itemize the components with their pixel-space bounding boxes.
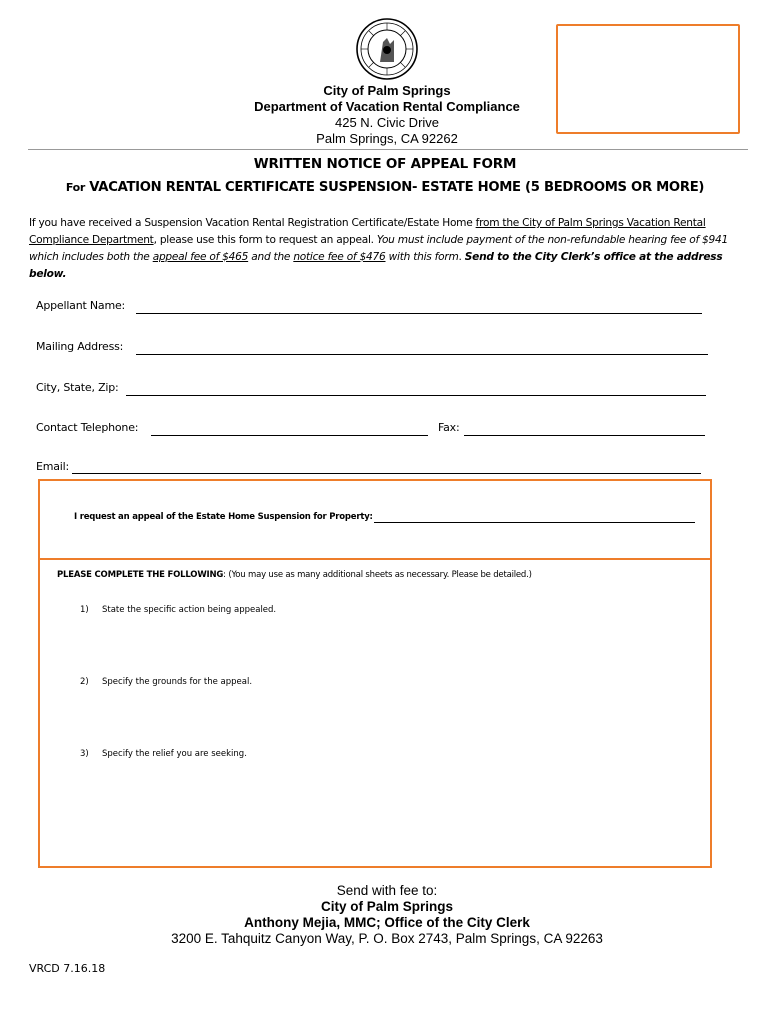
appellant-name-label: Appellant Name: bbox=[36, 299, 126, 312]
city-state-zip-label: City, State, Zip: bbox=[36, 381, 119, 394]
header-city-state-zip: Palm Springs, CA 92262 bbox=[316, 131, 458, 146]
appeal-box-divider bbox=[38, 558, 712, 560]
fax-label: Fax: bbox=[438, 421, 460, 434]
header-rule bbox=[28, 149, 748, 150]
mailing-address-label: Mailing Address: bbox=[36, 340, 124, 353]
email-field[interactable] bbox=[72, 473, 701, 474]
complete-note: : (You may use as many additional sheets as necessary. Please be detailed.) bbox=[223, 570, 532, 580]
form-subtitle bbox=[0, 180, 770, 195]
item-text: Specify the grounds for the appeal. bbox=[102, 677, 253, 687]
intro-dept-link: from the City of Palm Springs Vacation Rental Compliance Department bbox=[29, 217, 706, 246]
item-number: 1) bbox=[80, 605, 89, 615]
property-field[interactable] bbox=[374, 522, 695, 523]
footer-city: City of Palm Springs bbox=[320, 899, 454, 914]
intro-fee-text: with this form bbox=[385, 251, 459, 263]
city-seal-icon bbox=[356, 18, 418, 80]
item-number: 2) bbox=[80, 677, 89, 687]
form-code: VRCD 7.16.18 bbox=[29, 962, 106, 975]
appeal-item-2 bbox=[80, 677, 252, 687]
intro-text: . bbox=[458, 251, 465, 263]
complete-instructions bbox=[57, 570, 532, 580]
footer-street-address: 3200 E. Tahquitz Canyon Way, P. O. Box 2743, Palm Springs, CA 92263 bbox=[171, 931, 603, 946]
fax-field[interactable] bbox=[464, 435, 705, 436]
intro-paragraph bbox=[29, 215, 741, 283]
footer-clerk: Anthony Mejia, MMC; Office of the City Clerk bbox=[244, 915, 530, 930]
header-address bbox=[150, 83, 624, 147]
intro-appeal-fee: appeal fee of $465 bbox=[152, 251, 249, 263]
subtitle-for: For bbox=[65, 181, 85, 194]
city-state-zip-field[interactable] bbox=[126, 395, 706, 396]
complete-heading: PLEASE COMPLETE THE FOLLOWING bbox=[57, 570, 224, 580]
email-label: Email: bbox=[36, 460, 70, 473]
appeal-details-box bbox=[38, 479, 712, 868]
footer-address bbox=[150, 883, 624, 947]
intro-text: If you have received a Suspension Vacation Rental Registration Certificate/Estate Home bbox=[29, 217, 476, 229]
intro-text: , please use this form to request an appeal. bbox=[153, 234, 377, 246]
contact-telephone-field[interactable] bbox=[151, 435, 428, 436]
header-department: Department of Vacation Rental Compliance bbox=[254, 99, 520, 114]
intro-fee-text: You must include payment of the non-refundable hearing fee of $941 which includes both the bbox=[29, 234, 729, 263]
form-title: WRITTEN NOTICE OF APPEAL FORM bbox=[253, 156, 517, 172]
appeal-item-1 bbox=[80, 605, 276, 615]
appeal-item-3 bbox=[80, 749, 247, 759]
subtitle-text: VACATION RENTAL CERTIFICATE SUSPENSION- ESTATE HOME (5 BEDROOMS OR MORE) bbox=[89, 180, 705, 195]
intro-send-instruction: Send to the City Clerk’s office at the address below. bbox=[29, 251, 723, 280]
appellant-name-field[interactable] bbox=[136, 313, 702, 314]
property-request-label: I request an appeal of the Estate Home Suspension for Property: bbox=[74, 512, 373, 522]
header-city: City of Palm Springs bbox=[323, 83, 451, 98]
intro-notice-fee: notice fee of $476 bbox=[293, 251, 386, 263]
header-street: 425 N. Civic Drive bbox=[334, 115, 440, 130]
contact-telephone-label: Contact Telephone: bbox=[36, 421, 139, 434]
mailing-address-field[interactable] bbox=[136, 354, 708, 355]
footer-send: Send with fee to: bbox=[336, 883, 438, 898]
intro-fee-text: and the bbox=[248, 251, 294, 263]
item-text: Specify the relief you are seeking. bbox=[102, 749, 247, 759]
item-text: State the specific action being appealed. bbox=[102, 605, 277, 615]
item-number: 3) bbox=[80, 749, 89, 759]
